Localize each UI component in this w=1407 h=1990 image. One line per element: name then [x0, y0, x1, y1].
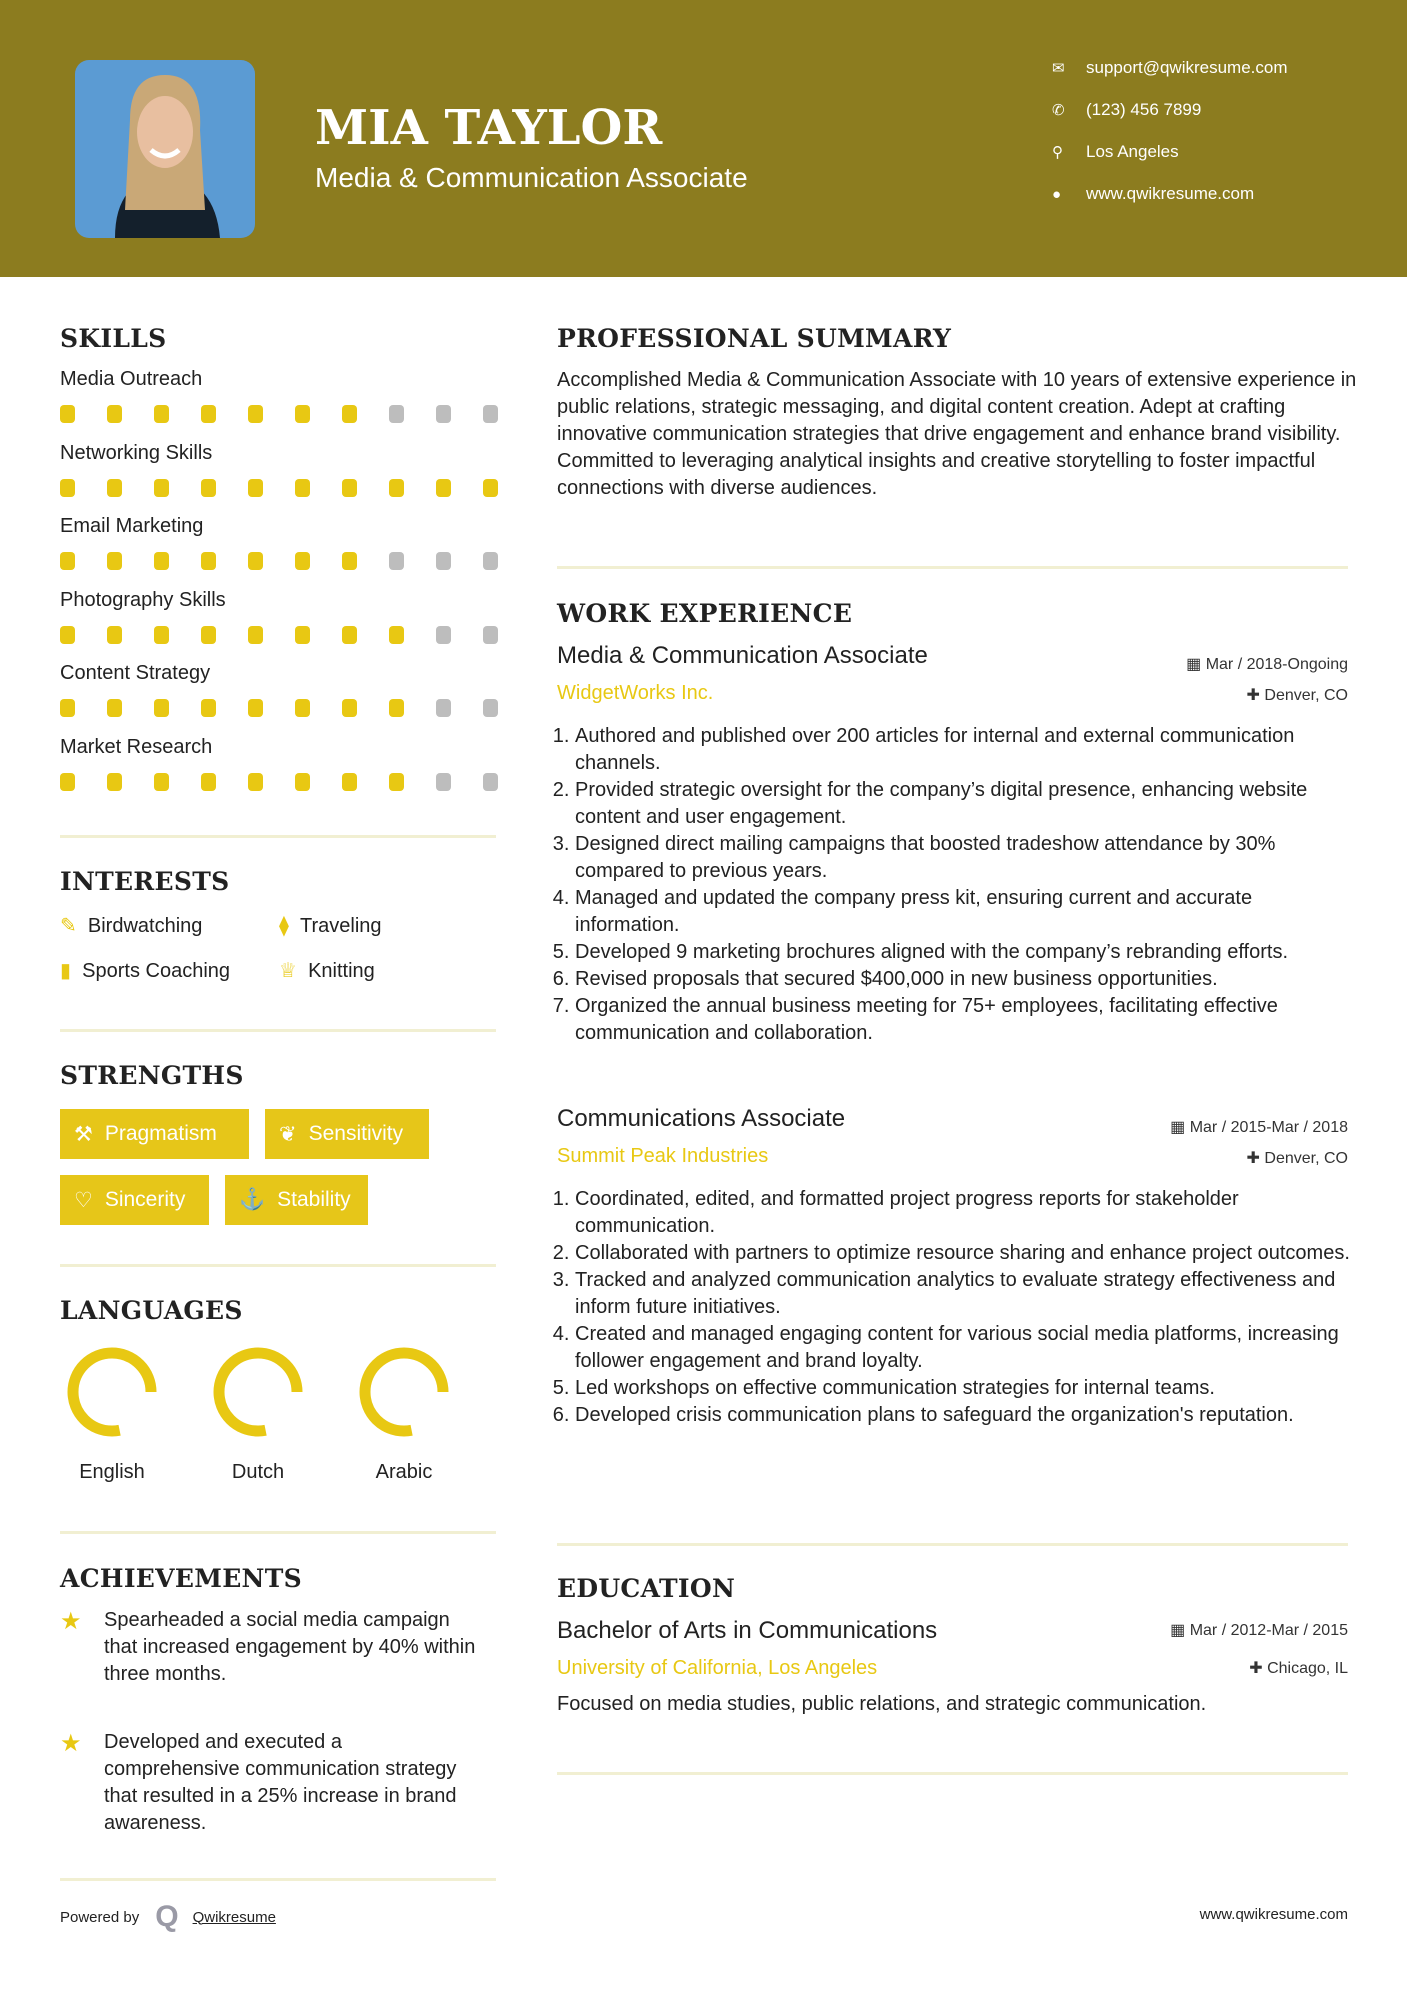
company-name: WidgetWorks Inc. — [557, 682, 714, 704]
contact-text: (123) 456 7899 — [1086, 100, 1202, 119]
skill-level-dot — [483, 626, 498, 644]
contact-text: Los Angeles — [1086, 142, 1179, 161]
language-label: Dutch — [231, 1461, 285, 1483]
language-label: Arabic — [375, 1461, 433, 1483]
strengths-heading: STRENGTHS — [60, 1061, 244, 1090]
divider — [60, 1878, 496, 1881]
skill-level-dot — [60, 699, 75, 717]
star-icon: ★ — [60, 1608, 82, 1635]
skill-name: Networking Skills — [60, 441, 213, 464]
skill-level-dot — [248, 479, 263, 497]
languages-heading: LANGUAGES — [60, 1296, 243, 1325]
skill-level-dot — [295, 773, 310, 791]
interests-heading: INTERESTS — [60, 867, 230, 896]
contact-phone — [1052, 100, 1201, 120]
skill-level-dot — [342, 773, 357, 791]
job-date: ▦ Mar / 2015-Mar / 2018 — [1170, 1119, 1348, 1136]
skill-name: Content Strategy — [60, 662, 211, 685]
skill-level-dot — [342, 479, 357, 497]
calendar-icon: ▦ — [1170, 1622, 1190, 1639]
job-bullet: 1. Coordinated, edited, and formatted project progress reports for stakeholder communication. — [575, 1186, 1357, 1240]
language-ring — [210, 1344, 306, 1440]
divider — [557, 1543, 1348, 1546]
skill-level-dot — [154, 626, 169, 644]
skill-rating — [60, 699, 530, 717]
skill-level-dot — [295, 626, 310, 644]
pushpin-icon: ✚ — [1246, 1150, 1265, 1167]
skill-level-dot — [295, 552, 310, 570]
skill-level-dot — [201, 479, 216, 497]
skill-level-dot — [60, 773, 75, 791]
calendar-icon: ▦ — [1186, 656, 1206, 673]
skill-level-dot — [60, 626, 75, 644]
skill-level-dot — [154, 699, 169, 717]
powered-by-label: Powered by — [60, 1908, 140, 1926]
skill-level-dot — [248, 699, 263, 717]
skill-level-dot — [60, 552, 75, 570]
language-label: English — [79, 1461, 145, 1483]
interest-item: ▮ Sports Coaching — [60, 960, 231, 982]
contact-text: www.qwikresume.com — [1086, 184, 1255, 203]
skill-level-dot — [107, 479, 122, 497]
skill-level-dot — [154, 405, 169, 423]
job-bullet: 4. Managed and updated the company press kit, ensuring current and accurate information. — [575, 885, 1357, 939]
skill-name: Photography Skills — [60, 588, 226, 611]
company-name: Summit Peak Industries — [557, 1145, 769, 1167]
qwikresume-logo-icon: Q — [155, 1900, 179, 1933]
contact-website[interactable] — [1052, 184, 1254, 204]
pushpin-icon: ✚ — [1249, 1660, 1268, 1677]
map-pin-icon: ⚲ — [1052, 144, 1063, 161]
language-ring — [356, 1344, 452, 1440]
skill-rating — [60, 773, 530, 791]
school-name: University of California, Los Angeles — [557, 1657, 878, 1679]
skill-name: Media Outreach — [60, 368, 203, 390]
skill-level-dot — [389, 773, 404, 791]
job-location: ✚ Denver, CO — [1246, 1150, 1348, 1167]
skill-level-dot — [436, 699, 451, 717]
divider — [60, 1029, 496, 1032]
job-bullet: 3. Designed direct mailing campaigns that boosted tradeshow attendance by 30% compared to previous years. — [575, 831, 1357, 885]
skill-level-dot — [483, 479, 498, 497]
job-bullets — [557, 1186, 1357, 1429]
interest-item: ✎ Birdwatching — [60, 915, 203, 937]
strength-tag: ⚓ Stability — [225, 1175, 368, 1225]
skill-level-dot — [295, 405, 310, 423]
skill-level-dot — [154, 552, 169, 570]
skill-level-dot — [436, 773, 451, 791]
skill-level-dot — [389, 699, 404, 717]
skill-level-dot — [389, 479, 404, 497]
strength-tag: ❦ Sensitivity — [265, 1109, 429, 1159]
work-heading: WORK EXPERIENCE — [557, 599, 853, 628]
header — [0, 0, 1407, 277]
candidate-title: Media & Communication Associate — [315, 162, 748, 193]
skill-level-dot — [295, 479, 310, 497]
skill-level-dot — [483, 552, 498, 570]
skill-level-dot — [483, 699, 498, 717]
envelope-icon: ✉ — [1052, 60, 1065, 77]
education-location: ✚ Chicago, IL — [1249, 1660, 1348, 1677]
star-icon: ★ — [60, 1730, 82, 1757]
skill-level-dot — [342, 552, 357, 570]
job-bullet: 5. Led workshops on effective communication strategies for internal teams. — [575, 1375, 1357, 1402]
job-bullet: 6. Revised proposals that secured $400,000 in new business opportunities. — [575, 966, 1357, 993]
skill-level-dot — [436, 626, 451, 644]
skill-level-dot — [295, 699, 310, 717]
education-heading: EDUCATION — [557, 1574, 736, 1603]
candidate-name: MIA TAYLOR — [315, 100, 663, 156]
divider — [60, 1264, 496, 1267]
job-bullet: 7. Organized the annual business meeting for 75+ employees, facilitating effective communication and collaboration. — [575, 993, 1357, 1047]
job-title: Media & Communication Associate — [557, 642, 928, 669]
skill-level-dot — [389, 552, 404, 570]
skill-level-dot — [248, 626, 263, 644]
achievement-item: ★ Developed and executed a comprehensive communication strategy that resulted in a 25% increase in brand awareness. — [60, 1729, 480, 1837]
skill-rating — [60, 552, 530, 570]
skill-level-dot — [154, 479, 169, 497]
gavel-icon: ⚒ — [74, 1122, 93, 1146]
education-description: Focused on media studies, public relations, and strategic communication. — [557, 1693, 1207, 1715]
skill-level-dot — [201, 552, 216, 570]
skill-level-dot — [107, 405, 122, 423]
skill-level-dot — [389, 405, 404, 423]
skill-level-dot — [342, 626, 357, 644]
skill-level-dot — [342, 405, 357, 423]
skill-rating — [60, 479, 530, 497]
job-location: ✚ Denver, CO — [1246, 687, 1348, 704]
skill-level-dot — [483, 773, 498, 791]
skill-rating — [60, 405, 530, 423]
footer-url[interactable]: www.qwikresume.com — [1199, 1906, 1348, 1923]
job-bullet: 2. Provided strategic oversight for the company’s digital presence, enhancing website content and user engagement. — [575, 777, 1357, 831]
job-bullet: 3. Tracked and analyzed communication analytics to evaluate strategy effectiveness and inform future initiatives. — [575, 1267, 1357, 1321]
trophy-icon: ♕ — [279, 960, 297, 982]
binoculars-icon: ⧫ — [279, 915, 289, 937]
divider — [60, 1531, 496, 1534]
skill-level-dot — [107, 626, 122, 644]
job-bullet: 2. Collaborated with partners to optimize resource sharing and enhance project outcomes. — [575, 1240, 1357, 1267]
suitcase-icon: ▮ — [60, 960, 72, 982]
skills-heading: SKILLS — [60, 324, 167, 353]
divider — [557, 566, 1348, 569]
strength-tag: ⚒ Pragmatism — [60, 1109, 249, 1159]
job-date: ▦ Mar / 2018-Ongoing — [1186, 656, 1348, 673]
skill-level-dot — [436, 479, 451, 497]
skill-level-dot — [107, 552, 122, 570]
job-bullet: 5. Developed 9 marketing brochures aligned with the company’s rebranding efforts. — [575, 939, 1357, 966]
job-bullet: 4. Created and managed engaging content for various social media platforms, increasing follower engagement and brand loyalty. — [575, 1321, 1357, 1375]
pushpin-icon: ✚ — [1246, 687, 1265, 704]
skill-level-dot — [154, 773, 169, 791]
job-title: Communications Associate — [557, 1105, 846, 1132]
skill-level-dot — [201, 699, 216, 717]
language-ring — [64, 1344, 160, 1440]
job-bullet: 1. Authored and published over 200 articles for internal and external communication channels. — [575, 723, 1357, 777]
skill-level-dot — [248, 405, 263, 423]
qwikresume-link[interactable]: Qwikresume — [192, 1908, 276, 1926]
strength-tag: ♡ Sincerity — [60, 1175, 209, 1225]
skill-level-dot — [107, 773, 122, 791]
skill-level-dot — [248, 773, 263, 791]
footer-powered — [60, 1900, 276, 1934]
skill-level-dot — [342, 699, 357, 717]
education-date: ▦ Mar / 2012-Mar / 2015 — [1170, 1622, 1348, 1639]
skill-level-dot — [60, 405, 75, 423]
skill-level-dot — [60, 479, 75, 497]
job-bullets — [557, 723, 1357, 1047]
skill-level-dot — [483, 405, 498, 423]
calendar-icon: ▦ — [1170, 1119, 1190, 1136]
skill-level-dot — [389, 626, 404, 644]
achievements-heading: ACHIEVEMENTS — [60, 1564, 302, 1593]
phone-icon: ✆ — [1052, 102, 1065, 119]
degree-title: Bachelor of Arts in Communications — [557, 1617, 938, 1644]
achievement-item: ★ Spearheaded a social media campaign that increased engagement by 40% within three months. — [60, 1607, 480, 1688]
heart-icon: ♡ — [74, 1188, 93, 1212]
skill-name: Market Research — [60, 736, 213, 758]
divider — [557, 1772, 1348, 1775]
summary-heading: PROFESSIONAL SUMMARY — [557, 324, 952, 353]
skill-name: Email Marketing — [60, 515, 204, 538]
skill-level-dot — [201, 773, 216, 791]
skill-level-dot — [201, 626, 216, 644]
skill-level-dot — [107, 699, 122, 717]
contact-text: support@qwikresume.com — [1086, 58, 1288, 77]
profile-photo — [75, 60, 255, 238]
divider — [60, 835, 496, 838]
edit-icon: ✎ — [60, 915, 77, 937]
skill-level-dot — [436, 405, 451, 423]
interest-item: ⧫ Traveling — [279, 915, 382, 937]
contact-email[interactable] — [1052, 58, 1288, 78]
leaf-icon: ❦ — [279, 1122, 297, 1146]
summary-text: Accomplished Media & Communication Associate with 10 years of extensive experience in public relations, strategic messaging, and digital content creation. Adept at crafting innovative communication strategies that drive engagement and enhance brand visibility. Committed to leveraging analytical insights and creative storytelling to foster impactful connections with diverse audiences. — [557, 369, 1357, 499]
contact-location — [1052, 142, 1179, 162]
globe-icon: ● — [1052, 185, 1062, 203]
skill-level-dot — [436, 552, 451, 570]
skill-level-dot — [201, 405, 216, 423]
skill-level-dot — [248, 552, 263, 570]
anchor-icon: ⚓ — [239, 1188, 266, 1211]
job-bullet: 6. Developed crisis communication plans to safeguard the organization's reputation. — [575, 1402, 1357, 1429]
interest-item: ♕ Knitting — [279, 960, 375, 982]
skill-rating — [60, 626, 530, 644]
